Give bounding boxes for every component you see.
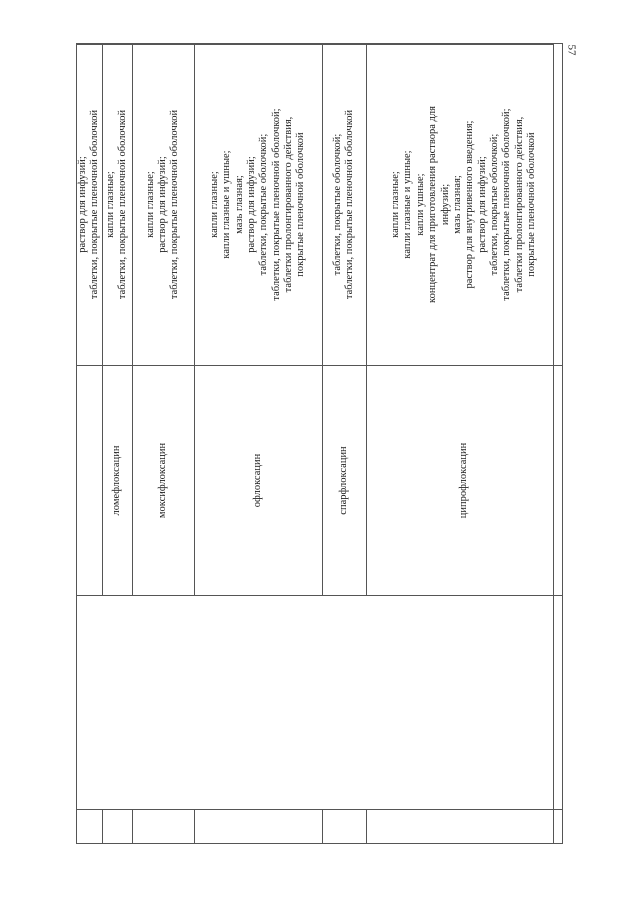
dosage-form-line: капли глазные;	[208, 171, 220, 238]
group-cell	[77, 596, 563, 810]
dosage-form-line: таблетки, покрытые пленочной оболочкой	[344, 109, 356, 300]
drug-name-cell: моксифлоксацин	[132, 366, 194, 596]
dosage-form-line: таблетки, покрытые оболочкой;	[331, 133, 343, 276]
dosage-form-line: раствор для инфузий;	[77, 156, 88, 253]
drug-name-cell	[77, 366, 103, 596]
page-number: 57	[565, 44, 578, 56]
dosage-form-line: мазь глазная;	[233, 175, 245, 234]
dosage-form-line: таблетки пролонгированного действия,	[283, 116, 294, 293]
dosage-forms-cell	[194, 44, 322, 366]
table-row	[77, 44, 103, 844]
dosage-form-line: концентрат для приготовления раствора для	[427, 106, 439, 303]
rotated-table-container	[76, 44, 554, 844]
dosage-forms-cell	[132, 44, 194, 366]
dosage-form-line: таблетки, покрытые пленочной оболочкой	[89, 109, 101, 300]
code-cell	[132, 810, 194, 844]
dosage-form-line: таблетки, покрытые оболочкой;	[258, 133, 270, 276]
dosage-form-line: таблетки, покрытые пленочной оболочкой;	[270, 108, 282, 301]
code-cell	[366, 810, 562, 844]
dosage-form-line: раствор для инфузий;	[157, 156, 169, 253]
dosage-forms-cell	[102, 44, 132, 366]
dosage-form-line: капли глазные;	[104, 171, 116, 238]
dosage-form-line: таблетки, покрытые оболочкой;	[489, 133, 500, 276]
dosage-form-line: таблетки, покрытые пленочной оболочкой	[169, 109, 181, 300]
dosage-forms-cell	[322, 44, 366, 366]
dosage-forms-cell	[366, 44, 562, 366]
dosage-form-line: таблетки, покрытые пленочной оболочкой	[117, 109, 129, 300]
dosage-form-line: капли глазные;	[144, 171, 156, 238]
dosage-form-line: инфузий;	[439, 183, 451, 226]
drug-name-cell: офлоксацин	[194, 366, 322, 596]
dosage-forms-cell	[77, 44, 103, 366]
dosage-form-line: капли ушные;	[414, 173, 426, 236]
dosage-form-line: таблетки пролонгированного действия,	[513, 116, 525, 293]
dosage-form-line: раствор для инфузий;	[245, 156, 257, 253]
drug-table	[76, 43, 563, 844]
drug-name-cell: ломефлоксацин	[102, 366, 132, 596]
code-cell	[102, 810, 132, 844]
drug-name-cell: спарфлоксацин	[322, 366, 366, 596]
dosage-form-line: покрытые пленочной оболочкой	[295, 132, 307, 277]
dosage-form-line: раствор для инфузий;	[476, 156, 488, 253]
dosage-form-line: мазь глазная;	[451, 175, 463, 234]
code-cell	[77, 810, 103, 844]
dosage-form-line: капли глазные;	[390, 171, 401, 238]
dosage-form-line: раствор для внутривенного введения;	[464, 120, 476, 289]
dosage-form-line: покрытые пленочной оболочкой	[526, 132, 538, 277]
dosage-form-line: таблетки, покрытые пленочной оболочкой;	[501, 108, 513, 301]
code-cell	[194, 810, 322, 844]
code-cell	[322, 810, 366, 844]
drug-name-cell: ципрофлоксацин	[366, 366, 562, 596]
dosage-form-line: капли глазные и ушные;	[402, 150, 414, 259]
dosage-form-line: капли глазные и ушные;	[221, 150, 233, 259]
